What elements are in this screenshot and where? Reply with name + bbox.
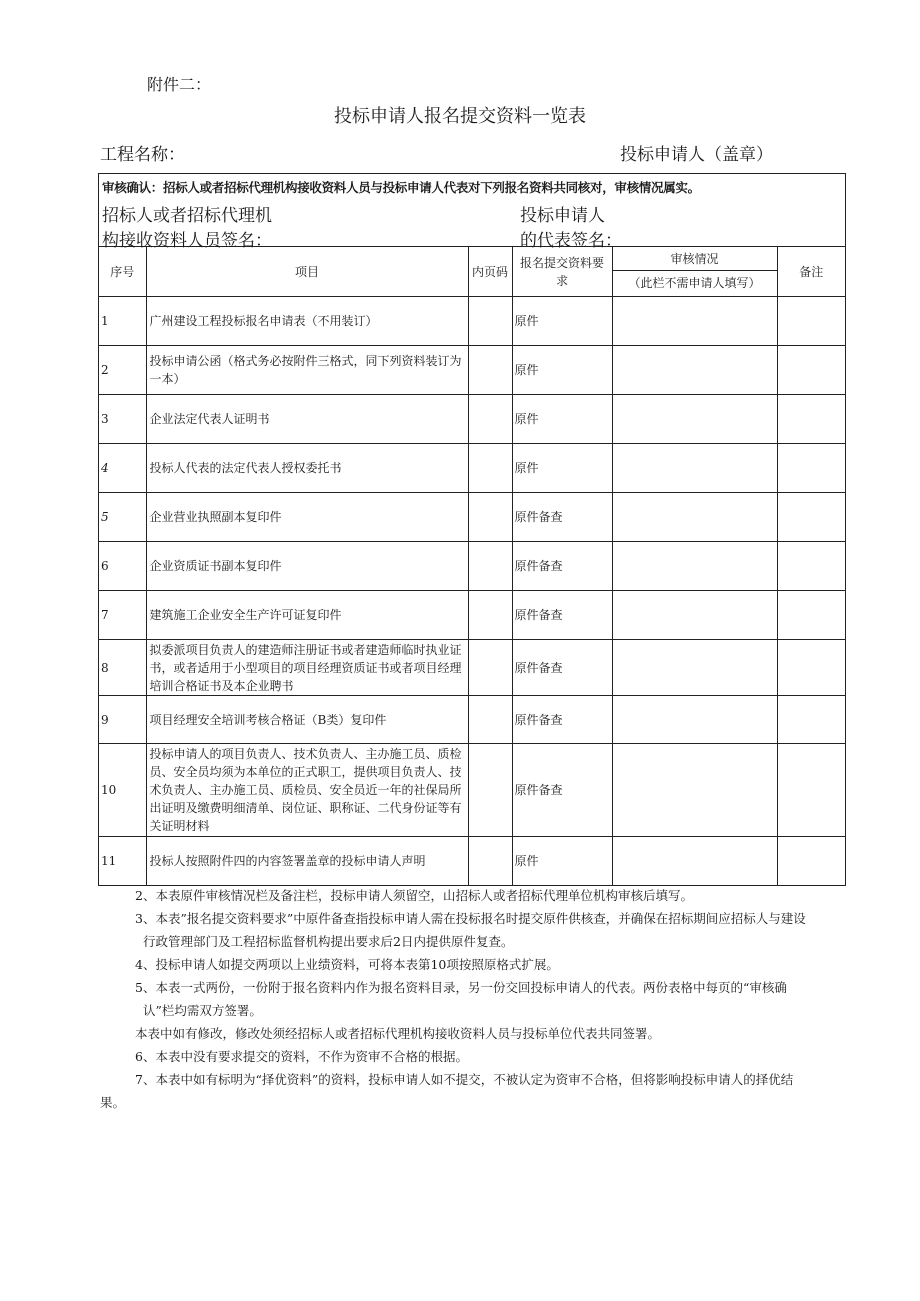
row-item: 企业法定代表人证明书 [146, 395, 468, 444]
row-page-cell[interactable] [468, 640, 512, 696]
bidder-rep-signature-label-line1: 投标申请人 [520, 206, 605, 226]
table-row [99, 837, 845, 885]
table-row [99, 542, 845, 591]
row-item: 企业营业执照副本复印件 [146, 493, 468, 542]
row-page-cell[interactable] [468, 591, 512, 640]
row-remark-cell[interactable] [777, 591, 845, 640]
row-requirement: 原件 [512, 395, 612, 444]
materials-table [99, 246, 845, 885]
row-audit-cell[interactable] [612, 395, 777, 444]
row-no: 8 [99, 640, 146, 696]
table-row [99, 696, 845, 744]
row-no: 1 [99, 297, 146, 346]
row-page-cell[interactable] [468, 297, 512, 346]
notes-section [100, 884, 848, 1114]
header-item: 项目 [146, 247, 468, 297]
row-no: 10 [99, 744, 146, 837]
row-item: 拟委派项目负责人的建造师注册证书或者建造师临时执业证书，或者适用于小型项目的项目经理资质证书或者项目经理培训合格证书及本企业聘书 [146, 640, 468, 696]
row-requirement: 原件 [512, 346, 612, 395]
row-no: 4 [99, 444, 146, 493]
row-page-cell[interactable] [468, 837, 512, 885]
row-remark-cell[interactable] [777, 542, 845, 591]
note-3: 3、本表”报名提交资料要求”中原件备查指投标申请人需在投标报名时提交原件供核查，并确保在招标期间应招标人与建设 [135, 911, 806, 926]
header-remark: 备注 [777, 247, 845, 297]
row-item: 投标申请人的项目负责人、技术负责人、主办施工员、质检员、安全员均须为本单位的正式职工，提供项目负责人、技术负责人、主办施工员、质检员、安全员近一年的社保局所出证明及缴费明细清单、岗位证、职称证、二代身份证等有关证明材料 [146, 744, 468, 837]
row-audit-cell[interactable] [612, 493, 777, 542]
row-audit-cell[interactable] [612, 837, 777, 885]
row-no: 2 [99, 346, 146, 395]
row-item: 项目经理安全培训考核合格证（B类）复印件 [146, 696, 468, 744]
audit-confirmation [99, 174, 845, 251]
row-item: 投标人按照附件四的内容签署盖章的投标申请人声明 [146, 837, 468, 885]
table-row [99, 444, 845, 493]
row-requirement: 原件备查 [512, 696, 612, 744]
note-3-continued: 行政管理部门及工程招标监督机构提出要求后2日内提供原件复查。 [143, 934, 514, 949]
row-item: 投标人代表的法定代表人授权委托书 [146, 444, 468, 493]
row-page-cell[interactable] [468, 744, 512, 837]
row-page-cell[interactable] [468, 444, 512, 493]
row-requirement: 原件备查 [512, 640, 612, 696]
row-audit-cell[interactable] [612, 696, 777, 744]
table-header-row [99, 247, 845, 297]
header-requirement: 报名提交资料要求 [512, 247, 612, 297]
bidder-seal-label: 投标申请人（盖章） [620, 145, 773, 165]
note-amendment: 本表中如有修改，修改处须经招标人或者招标代理机构接收资料人员与投标单位代表共同签署。 [135, 1026, 661, 1041]
header-audit-note: （此栏不需申请人填写） [628, 275, 761, 290]
table-row [99, 640, 845, 696]
row-page-cell[interactable] [468, 542, 512, 591]
row-requirement: 原件备查 [512, 591, 612, 640]
note-6: 6、本表中没有要求提交的资料，不作为资审不合格的根据。 [135, 1049, 468, 1064]
row-audit-cell[interactable] [612, 640, 777, 696]
page-title: 投标申请人报名提交资料一览表 [334, 106, 586, 127]
row-no: 6 [99, 542, 146, 591]
row-requirement: 原件备查 [512, 542, 612, 591]
header-audit [612, 247, 777, 297]
table-row [99, 297, 845, 346]
row-page-cell[interactable] [468, 696, 512, 744]
row-no: 9 [99, 696, 146, 744]
table-row [99, 493, 845, 542]
note-4: 4、投标申请人如提交两项以上业绩资料，可将本表第10项按照原格式扩展。 [135, 957, 559, 972]
row-requirement: 原件 [512, 837, 612, 885]
row-audit-cell[interactable] [612, 744, 777, 837]
project-name-label: 工程名称： [100, 145, 185, 165]
bidder-rep-signature-label-line2: 的代表签名： [520, 231, 622, 251]
row-requirement: 原件备查 [512, 744, 612, 837]
table-row [99, 395, 845, 444]
note-7: 7、本表中如有标明为“择优资料”的资料，投标申请人如不提交，不被认定为资审不合格，但将影响投标申请人的择优结 [135, 1072, 794, 1087]
row-remark-cell[interactable] [777, 297, 845, 346]
row-page-cell[interactable] [468, 395, 512, 444]
header-page: 内页码 [468, 247, 512, 297]
row-remark-cell[interactable] [777, 346, 845, 395]
row-no: 7 [99, 591, 146, 640]
row-remark-cell[interactable] [777, 696, 845, 744]
row-remark-cell[interactable] [777, 837, 845, 885]
row-remark-cell[interactable] [777, 444, 845, 493]
header-no: 序号 [99, 247, 146, 297]
row-no: 3 [99, 395, 146, 444]
row-audit-cell[interactable] [612, 444, 777, 493]
table-row [99, 744, 845, 837]
row-no: 5 [99, 493, 146, 542]
note-7-continued: 果。 [100, 1095, 126, 1110]
row-remark-cell[interactable] [777, 744, 845, 837]
row-audit-cell[interactable] [612, 297, 777, 346]
row-item: 企业资质证书副本复印件 [146, 542, 468, 591]
receiver-signature-label-line2: 构接收资料人员签名： [102, 231, 272, 251]
note-2: 2、本表原件审核情况栏及备注栏，投标申请人须留空，山招标人或者招标代理单位机构审核后填写。 [135, 888, 693, 903]
header-audit-title: 审核情况 [613, 249, 777, 271]
row-no: 11 [99, 837, 146, 885]
table-row [99, 591, 845, 640]
note-5-continued: 认”栏均需双方签署。 [143, 1003, 262, 1018]
row-remark-cell[interactable] [777, 640, 845, 696]
row-item: 建筑施工企业安全生产许可证复印件 [146, 591, 468, 640]
row-audit-cell[interactable] [612, 542, 777, 591]
note-5: 5、本表一式两份，一份附于报名资料内作为报名资料目录，另一份交回投标申请人的代表。两份表格中每页的“审核确 [135, 980, 787, 995]
confirmation-statement: 审核确认：招标人或者招标代理机构接收资料人员与投标申请人代表对下列报名资料共同核对，审核情况属实。 [102, 180, 700, 195]
row-remark-cell[interactable] [777, 395, 845, 444]
row-page-cell[interactable] [468, 493, 512, 542]
row-item: 投标申请公函（格式务必按附件三格式，同下列资料装订为一本） [146, 346, 468, 395]
row-page-cell[interactable] [468, 346, 512, 395]
row-audit-cell[interactable] [612, 346, 777, 395]
row-requirement: 原件备查 [512, 493, 612, 542]
row-audit-cell[interactable] [612, 591, 777, 640]
row-remark-cell[interactable] [777, 493, 845, 542]
submission-sheet [98, 173, 846, 886]
attachment-label: 附件二： [147, 75, 212, 94]
row-requirement: 原件 [512, 444, 612, 493]
row-requirement: 原件 [512, 297, 612, 346]
row-item: 广州建设工程投标报名申请表（不用装订） [146, 297, 468, 346]
table-row [99, 346, 845, 395]
receiver-signature-label-line1: 招标人或者招标代理机 [102, 206, 272, 226]
